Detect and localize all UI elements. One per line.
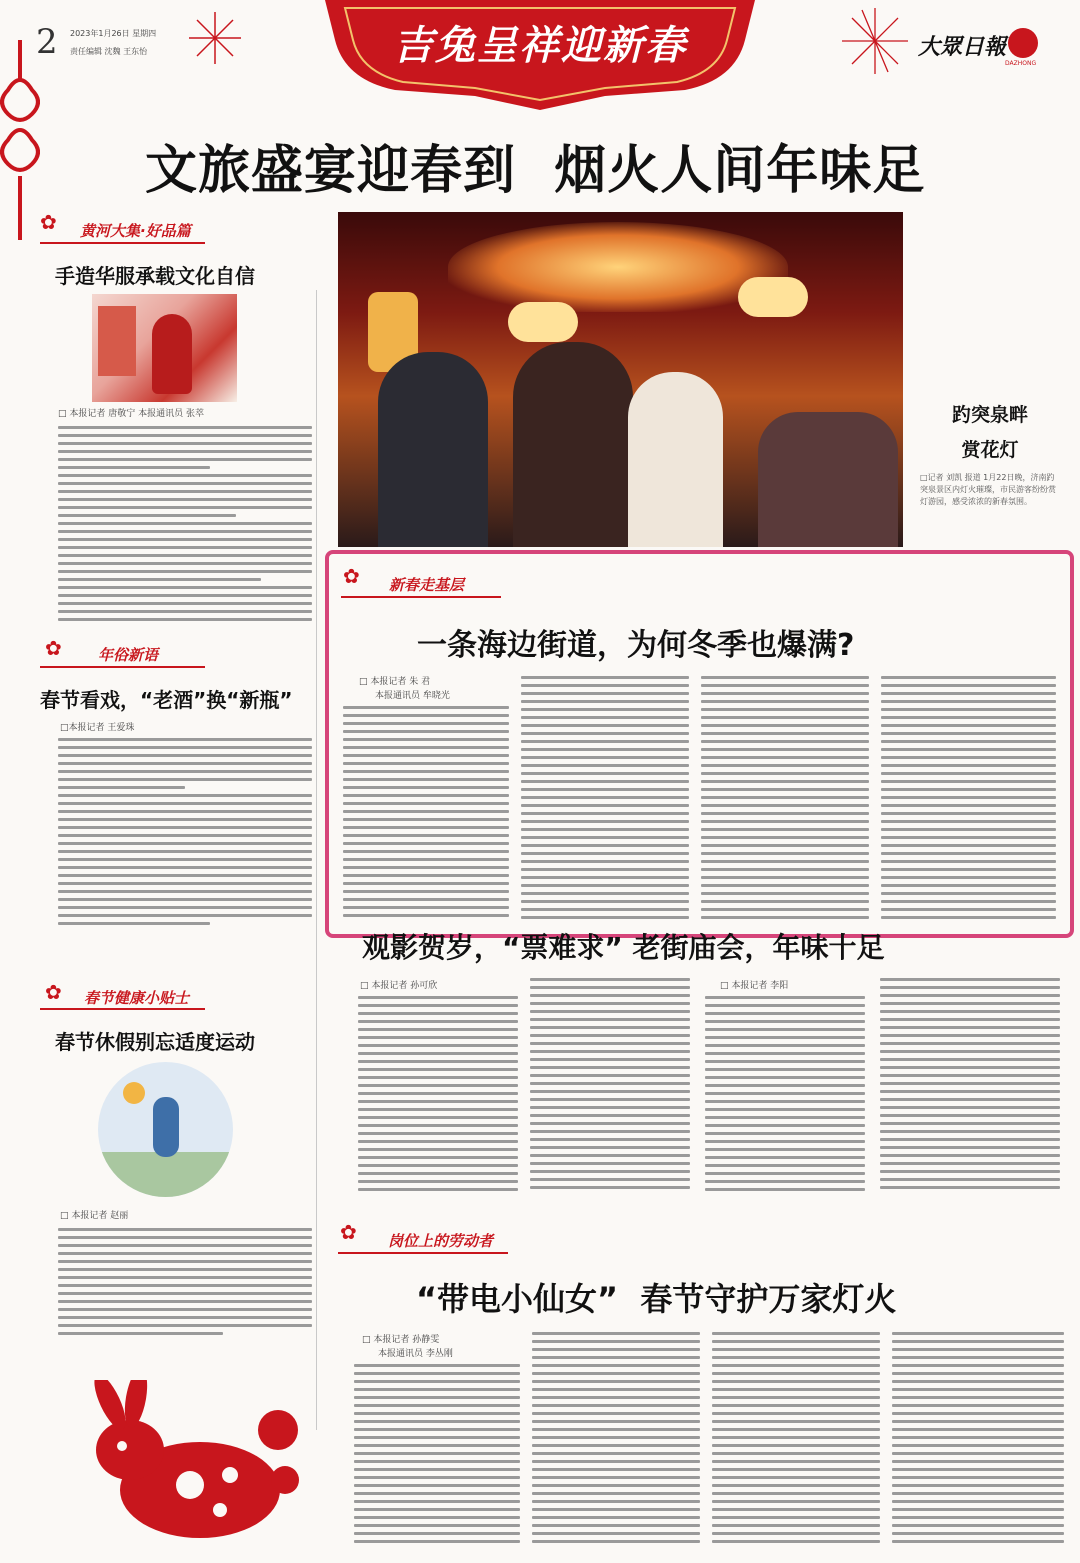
mid-body-col3 [705, 996, 865, 1201]
bottom-tag-icon: ✿ [340, 1220, 357, 1244]
bottom-byline-2: 本报通讯员 李丛刚 [378, 1349, 453, 1359]
bottom-headline: “带电小仙女” 春节守护万家灯火 [416, 1280, 897, 1318]
sec3-title: 春节休假别忘适度运动 [55, 1030, 255, 1054]
sec1-tag: 黄河大集·好品篇 [80, 222, 191, 240]
bottom-body-col2 [532, 1332, 700, 1554]
photo-crowd-left [378, 352, 488, 547]
bottom-body-col4 [892, 1332, 1064, 1554]
bottom-byline-1: □ 本报记者 孙静雯 [362, 1335, 440, 1345]
banner-title: 吉兔呈祥迎新春 [393, 22, 687, 69]
featured-body-col2 [521, 676, 689, 926]
mid-body-col4 [880, 978, 1060, 1203]
sec1-tag-icon: ✿ [40, 210, 57, 234]
date-line: 2023年1月26日 星期四 [70, 29, 157, 38]
mid-byline-a: □ 本报记者 孙可欣 [360, 981, 438, 991]
sec1-photo-figure [152, 314, 192, 394]
chinese-knot-icon [0, 40, 40, 240]
firework-right-icon [840, 6, 910, 76]
photo-crowd-right [758, 412, 898, 547]
sec3-illustration-person [153, 1097, 179, 1157]
sec1-byline: □ 本报记者 唐敬宁 本报通讯员 张萃 [58, 409, 204, 419]
featured-body-col1 [343, 706, 509, 926]
rabbit-papercut-icon [70, 1380, 310, 1550]
sec3-body [58, 1228, 312, 1358]
mid-body-col1 [358, 996, 518, 1201]
photo-caption-title-1: 趵突泉畔 [951, 404, 1028, 426]
paper-logo-icon [1008, 28, 1038, 58]
bottom-body-col3 [712, 1332, 880, 1554]
featured-article[interactable] [325, 550, 1074, 938]
sec2-byline: □本报记者 王爱珠 [60, 723, 135, 733]
photo-crowd-center [513, 342, 633, 547]
editor-line: 责任编辑 沈魏 王东怡 [70, 47, 148, 56]
mid-headline: 观影贺岁，“票难求” 老街庙会，年味十足 [362, 931, 885, 964]
sec1-title: 手造华服承载文化自信 [55, 264, 255, 288]
photo-caption-text: □记者 刘凯 报道 1月22日晚，济南趵突泉景区内灯火璀璨，市民游客纷纷赏灯游园，感受浓浓的新春氛围。 [920, 473, 1056, 506]
sec3-tag-underline [40, 1008, 205, 1010]
flower-papercut-icon [258, 1410, 298, 1450]
sec3-illustration-ball [123, 1082, 145, 1104]
photo-caption-title-2: 赏花灯 [961, 439, 1019, 461]
photo-lantern-arch [448, 222, 788, 312]
sec3-illustration-ground [98, 1152, 233, 1197]
bottom-article [338, 1222, 1073, 1557]
sec3-byline: □ 本报记者 赵丽 [60, 1211, 129, 1221]
featured-tag: 新春走基层 [389, 576, 465, 594]
photo-lantern-2 [738, 277, 808, 317]
photo-lantern-1 [508, 302, 578, 342]
mid-byline-b: □ 本报记者 李阳 [720, 981, 789, 991]
page-number: 2 [36, 22, 58, 62]
bottom-tag-underline [338, 1252, 508, 1254]
sec2-tag-icon: ✿ [45, 636, 62, 660]
main-headline: 文旅盛宴迎春到 烟火人间年味足 [145, 141, 926, 201]
bottom-body-col1 [354, 1364, 520, 1554]
sec2-body [58, 738, 312, 968]
featured-body-col3 [701, 676, 869, 926]
featured-headline: 一条海边街道，为何冬季也爆满? [417, 628, 855, 663]
photo-child [628, 372, 723, 547]
sec1-body [58, 426, 312, 636]
featured-tag-icon: ✿ [343, 564, 360, 588]
sec1-tag-underline [40, 242, 205, 244]
photo-caption [920, 400, 1060, 548]
featured-byline-1: □ 本报记者 朱 君 [359, 677, 431, 687]
sec3-tag-icon: ✿ [45, 980, 62, 1004]
banner [305, 0, 775, 110]
sec1-photo-frame [98, 306, 136, 376]
bottom-tag: 岗位上的劳动者 [388, 1232, 494, 1250]
sec1-photo [92, 294, 237, 402]
mid-body-col2 [530, 978, 690, 1203]
sec3-tag: 春节健康小贴士 [84, 989, 190, 1007]
sec2-tag-underline [40, 666, 205, 668]
sec3-illustration [98, 1062, 233, 1197]
masthead [0, 0, 1080, 125]
mid-article-body [340, 970, 1075, 1210]
featured-body-col4 [881, 676, 1056, 926]
sec2-tag: 年俗新语 [98, 646, 159, 664]
firework-left-icon [185, 8, 245, 68]
featured-tag-underline [341, 596, 501, 598]
main-photo [338, 212, 903, 547]
featured-byline-2: 本报通讯员 牟晓光 [375, 691, 450, 701]
left-col-divider [316, 290, 317, 1430]
sec2-title: 春节看戏，“老酒”换“新瓶” [40, 688, 293, 712]
paper-name: 大眾日報 [918, 34, 1007, 60]
paper-latin: DAZHONG [1005, 60, 1037, 67]
